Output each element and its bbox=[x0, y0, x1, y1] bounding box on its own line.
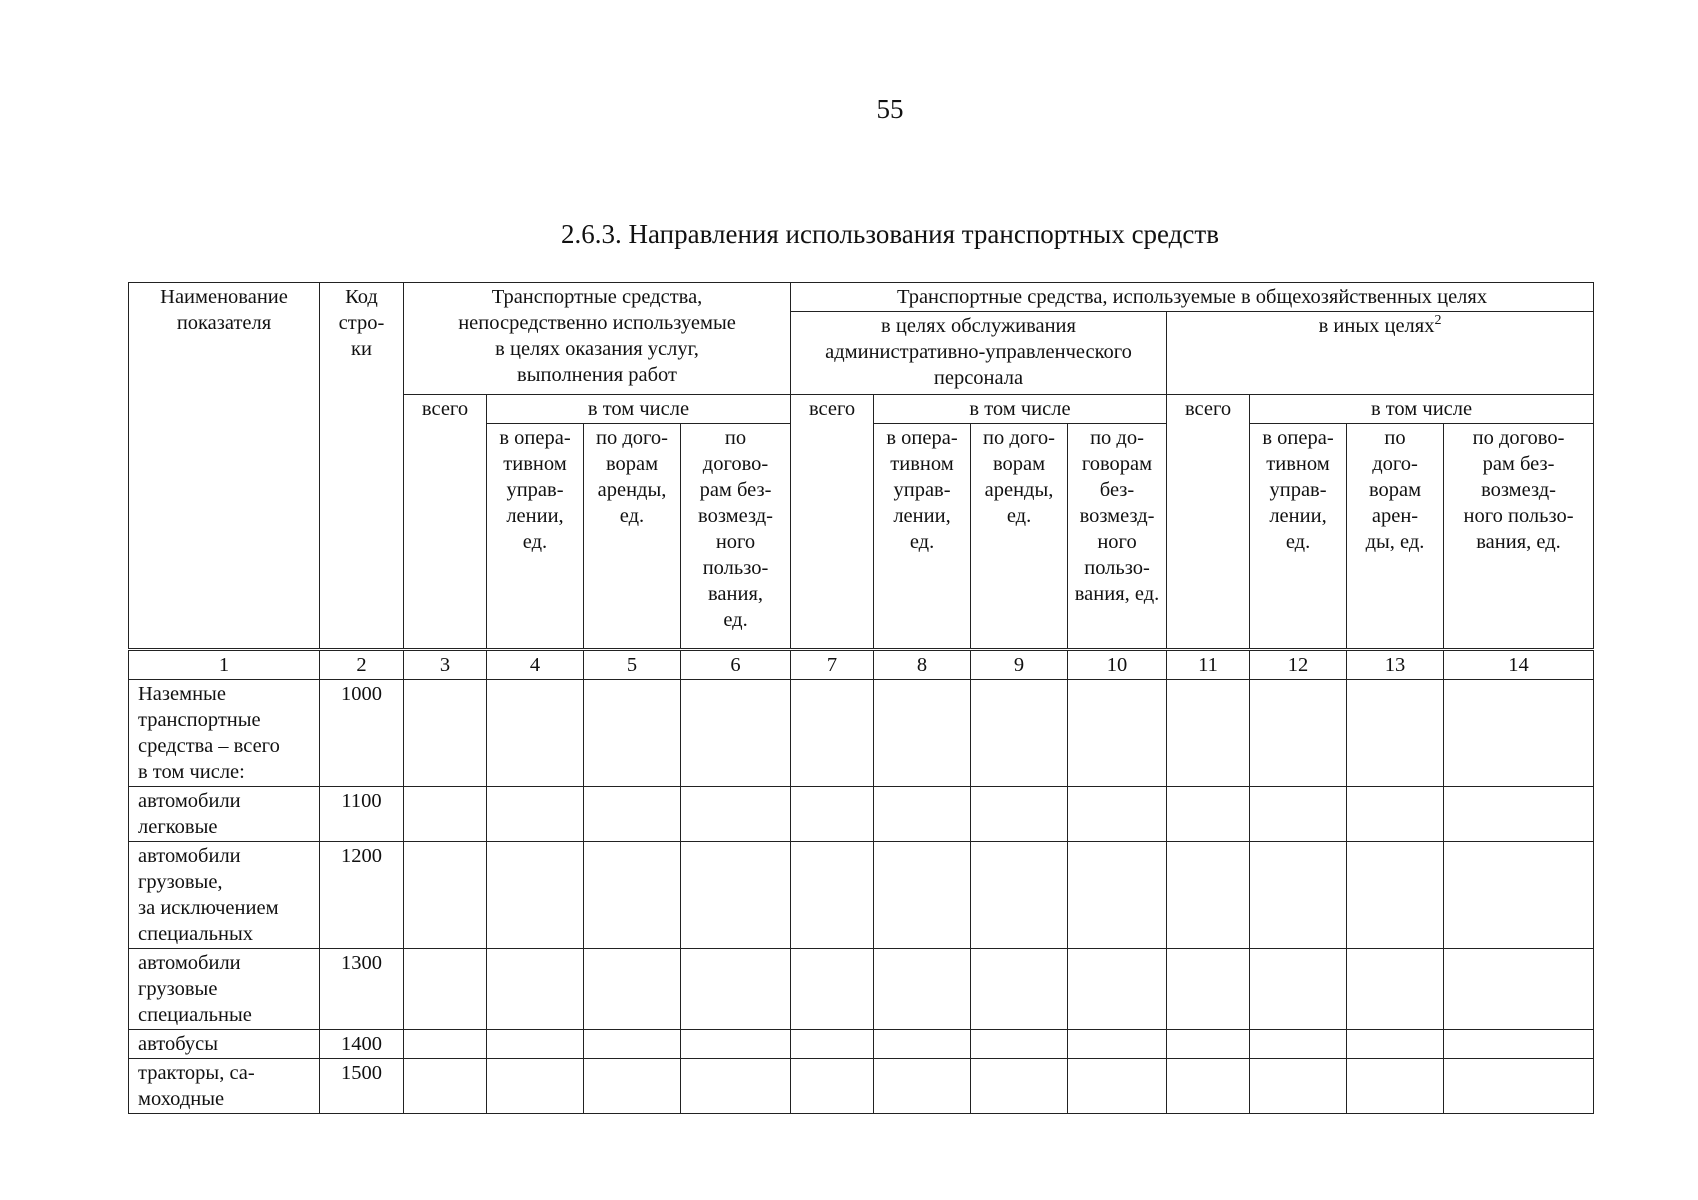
value-cell[interactable] bbox=[791, 949, 874, 1030]
value-cell[interactable] bbox=[1347, 680, 1444, 787]
row-indicator-name: автомобили грузовые специальные bbox=[129, 949, 320, 1030]
value-cell[interactable] bbox=[584, 842, 681, 949]
value-cell[interactable] bbox=[1347, 1059, 1444, 1114]
value-cell[interactable] bbox=[1444, 787, 1594, 842]
row-indicator-name: автомобили грузовые, за исключением специальных bbox=[129, 842, 320, 949]
value-cell[interactable] bbox=[487, 842, 584, 949]
header-direct-rent: по дого- ворам аренды, ед. bbox=[584, 424, 681, 650]
value-cell[interactable] bbox=[1347, 949, 1444, 1030]
value-cell[interactable] bbox=[1068, 787, 1167, 842]
column-number: 10 bbox=[1068, 650, 1167, 680]
value-cell[interactable] bbox=[487, 680, 584, 787]
value-cell[interactable] bbox=[874, 842, 971, 949]
table-row bbox=[129, 842, 1594, 949]
column-number: 13 bbox=[1347, 650, 1444, 680]
row-code: 1400 bbox=[320, 1030, 404, 1059]
row-indicator-name: автобусы bbox=[129, 1030, 320, 1059]
header-row-code: Код стро- ки bbox=[320, 283, 404, 650]
column-number: 9 bbox=[971, 650, 1068, 680]
value-cell[interactable] bbox=[874, 1030, 971, 1059]
header-other-including: в том числе bbox=[1250, 395, 1594, 424]
value-cell[interactable] bbox=[487, 787, 584, 842]
column-number: 4 bbox=[487, 650, 584, 680]
value-cell[interactable] bbox=[791, 1059, 874, 1114]
header-other-rent: по дого- ворам арен- ды, ед. bbox=[1347, 424, 1444, 650]
value-cell[interactable] bbox=[1347, 1030, 1444, 1059]
row-indicator-name: тракторы, са- моходные bbox=[129, 1059, 320, 1114]
value-cell[interactable] bbox=[874, 680, 971, 787]
value-cell[interactable] bbox=[1167, 787, 1250, 842]
value-cell[interactable] bbox=[1068, 949, 1167, 1030]
value-cell[interactable] bbox=[681, 1030, 791, 1059]
value-cell[interactable] bbox=[681, 680, 791, 787]
column-number: 3 bbox=[404, 650, 487, 680]
value-cell[interactable] bbox=[584, 787, 681, 842]
column-number: 14 bbox=[1444, 650, 1594, 680]
header-admin-free-use: по до- говорам без- возмезд- ного пользо- вания, ед. bbox=[1068, 424, 1167, 650]
value-cell[interactable] bbox=[1167, 1059, 1250, 1114]
page-number: 55 bbox=[876, 94, 904, 124]
transport-usage-table bbox=[128, 282, 1594, 1114]
value-cell[interactable] bbox=[584, 1059, 681, 1114]
value-cell[interactable] bbox=[404, 680, 487, 787]
value-cell[interactable] bbox=[971, 787, 1068, 842]
value-cell[interactable] bbox=[791, 680, 874, 787]
value-cell[interactable] bbox=[681, 1059, 791, 1114]
value-cell[interactable] bbox=[791, 787, 874, 842]
header-admin-rent: по дого- ворам аренды, ед. bbox=[971, 424, 1068, 650]
column-number: 6 bbox=[681, 650, 791, 680]
row-code: 1100 bbox=[320, 787, 404, 842]
column-number-row bbox=[129, 650, 1594, 680]
value-cell[interactable] bbox=[681, 949, 791, 1030]
value-cell[interactable] bbox=[971, 1030, 1068, 1059]
footnote-marker: 2 bbox=[1434, 313, 1442, 329]
header-admin-including: в том числе bbox=[874, 395, 1167, 424]
value-cell[interactable] bbox=[404, 842, 487, 949]
header-direct-including: в том числе bbox=[487, 395, 791, 424]
header-other-free-use: по догово- рам без- возмезд- ного пользо- вания, ед. bbox=[1444, 424, 1594, 650]
value-cell[interactable] bbox=[874, 1059, 971, 1114]
row-code: 1200 bbox=[320, 842, 404, 949]
table-row bbox=[129, 1059, 1594, 1114]
column-number: 1 bbox=[129, 650, 320, 680]
value-cell[interactable] bbox=[487, 949, 584, 1030]
column-number: 7 bbox=[791, 650, 874, 680]
table-row bbox=[129, 1030, 1594, 1059]
header-other-subgroup bbox=[1167, 312, 1594, 395]
header-admin-total: всего bbox=[791, 395, 874, 650]
column-number: 8 bbox=[874, 650, 971, 680]
value-cell[interactable] bbox=[971, 949, 1068, 1030]
header-direct-use-group: Транспортные средства, непосредственно используемые в целях оказания услуг, выполнения работ bbox=[404, 283, 791, 395]
row-code: 1300 bbox=[320, 949, 404, 1030]
column-number: 2 bbox=[320, 650, 404, 680]
column-number: 11 bbox=[1167, 650, 1250, 680]
table-row bbox=[129, 680, 1594, 787]
value-cell[interactable] bbox=[584, 680, 681, 787]
value-cell[interactable] bbox=[1250, 680, 1347, 787]
value-cell[interactable] bbox=[971, 1059, 1068, 1114]
row-code: 1000 bbox=[320, 680, 404, 787]
column-number: 12 bbox=[1250, 650, 1347, 680]
value-cell[interactable] bbox=[971, 680, 1068, 787]
value-cell[interactable] bbox=[1347, 787, 1444, 842]
value-cell[interactable] bbox=[1444, 949, 1594, 1030]
value-cell[interactable] bbox=[584, 1030, 681, 1059]
value-cell[interactable] bbox=[1068, 680, 1167, 787]
row-code: 1500 bbox=[320, 1059, 404, 1114]
value-cell[interactable] bbox=[1444, 1059, 1594, 1114]
header-admin-operational: в опера- тивном управ- лении, ед. bbox=[874, 424, 971, 650]
header-indicator-name: Наименование показателя bbox=[129, 283, 320, 650]
value-cell[interactable] bbox=[791, 842, 874, 949]
header-other-total: всего bbox=[1167, 395, 1250, 650]
header-direct-total: всего bbox=[404, 395, 487, 650]
value-cell[interactable] bbox=[1347, 842, 1444, 949]
header-direct-free-use: по догово- рам без- возмезд- ного пользо- вания, ед. bbox=[681, 424, 791, 650]
value-cell[interactable] bbox=[1068, 1059, 1167, 1114]
value-cell[interactable] bbox=[1167, 949, 1250, 1030]
row-indicator-name: автомобили легковые bbox=[129, 787, 320, 842]
value-cell[interactable] bbox=[1250, 1059, 1347, 1114]
value-cell[interactable] bbox=[971, 842, 1068, 949]
header-row-1 bbox=[129, 283, 1594, 312]
value-cell[interactable] bbox=[1250, 949, 1347, 1030]
value-cell[interactable] bbox=[1068, 1030, 1167, 1059]
row-indicator-name: Наземные транспортные средства – всего в том числе: bbox=[129, 680, 320, 787]
table-row bbox=[129, 949, 1594, 1030]
value-cell[interactable] bbox=[1444, 842, 1594, 949]
value-cell[interactable] bbox=[1167, 680, 1250, 787]
other-purposes-label: в иных целях bbox=[1318, 315, 1435, 337]
value-cell[interactable] bbox=[1250, 1030, 1347, 1059]
value-cell[interactable] bbox=[404, 787, 487, 842]
value-cell[interactable] bbox=[874, 787, 971, 842]
header-admin-subgroup: в целях обслуживания административно-управленческого персонала bbox=[791, 312, 1167, 395]
table-title: 2.6.3. Направления использования транспортных средств bbox=[561, 219, 1219, 249]
value-cell[interactable] bbox=[874, 949, 971, 1030]
value-cell[interactable] bbox=[1444, 1030, 1594, 1059]
header-other-operational: в опера- тивном управ- лении, ед. bbox=[1250, 424, 1347, 650]
value-cell[interactable] bbox=[1068, 842, 1167, 949]
value-cell[interactable] bbox=[404, 949, 487, 1030]
header-direct-operational: в опера- тивном управ- лении, ед. bbox=[487, 424, 584, 650]
value-cell[interactable] bbox=[487, 1059, 584, 1114]
value-cell[interactable] bbox=[791, 1030, 874, 1059]
value-cell[interactable] bbox=[1444, 680, 1594, 787]
value-cell[interactable] bbox=[1250, 842, 1347, 949]
value-cell[interactable] bbox=[681, 787, 791, 842]
value-cell[interactable] bbox=[584, 949, 681, 1030]
value-cell[interactable] bbox=[1250, 787, 1347, 842]
table-row bbox=[129, 787, 1594, 842]
value-cell[interactable] bbox=[487, 1030, 584, 1059]
value-cell[interactable] bbox=[1167, 842, 1250, 949]
value-cell[interactable] bbox=[404, 1059, 487, 1114]
value-cell[interactable] bbox=[1167, 1030, 1250, 1059]
header-general-use-group: Транспортные средства, используемые в общехозяйственных целях bbox=[791, 283, 1594, 312]
value-cell[interactable] bbox=[681, 842, 791, 949]
value-cell[interactable] bbox=[404, 1030, 487, 1059]
column-number: 5 bbox=[584, 650, 681, 680]
